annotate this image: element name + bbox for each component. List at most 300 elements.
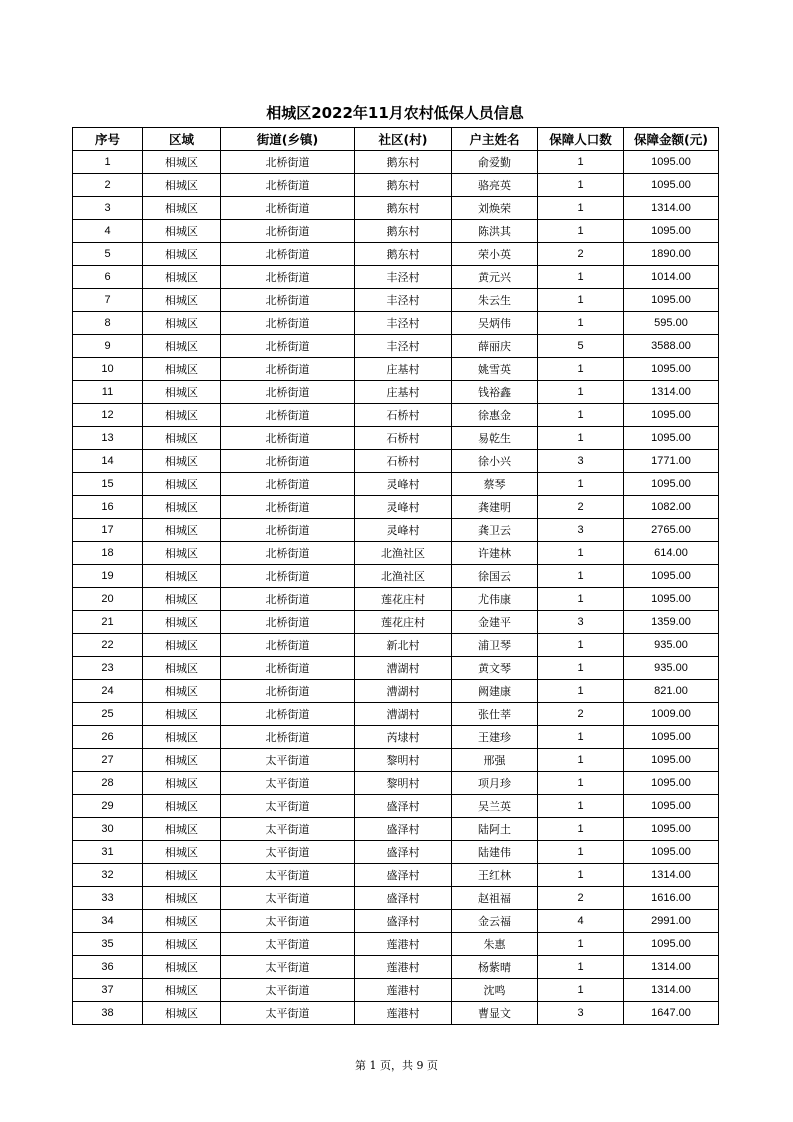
table-row (73, 611, 719, 634)
cell-community: 丰泾村 (355, 312, 452, 335)
cell-community: 盛泽村 (355, 910, 452, 933)
cell-community: 鹅东村 (355, 174, 452, 197)
cell-people-count: 1 (538, 772, 624, 795)
cell-householder: 尤伟康 (452, 588, 538, 611)
cell-householder: 徐小兴 (452, 450, 538, 473)
table-row (73, 979, 719, 1002)
cell-amount: 1359.00 (624, 611, 719, 634)
cell-community: 黎明村 (355, 772, 452, 795)
table-row (73, 289, 719, 312)
cell-community: 盛泽村 (355, 864, 452, 887)
table-row (73, 542, 719, 565)
cell-index: 11 (73, 381, 143, 404)
cell-householder: 杨紫晴 (452, 956, 538, 979)
table-row (73, 680, 719, 703)
cell-street: 北桥街道 (221, 381, 355, 404)
cell-householder: 黄文琴 (452, 657, 538, 680)
cell-index: 35 (73, 933, 143, 956)
cell-householder: 许建林 (452, 542, 538, 565)
cell-index: 18 (73, 542, 143, 565)
table-row (73, 151, 719, 174)
cell-district: 相城区 (143, 703, 221, 726)
cell-householder: 陆建伟 (452, 841, 538, 864)
cell-district: 相城区 (143, 358, 221, 381)
cell-people-count: 3 (538, 1002, 624, 1025)
cell-index: 3 (73, 197, 143, 220)
cell-householder: 俞爱勤 (452, 151, 538, 174)
cell-street: 北桥街道 (221, 473, 355, 496)
cell-index: 16 (73, 496, 143, 519)
subsidy-table (72, 127, 719, 1025)
cell-people-count: 1 (538, 174, 624, 197)
cell-index: 36 (73, 956, 143, 979)
cell-amount: 1095.00 (624, 795, 719, 818)
table-row (73, 473, 719, 496)
cell-street: 太平街道 (221, 864, 355, 887)
cell-index: 22 (73, 634, 143, 657)
cell-index: 17 (73, 519, 143, 542)
table-body (73, 151, 719, 1025)
cell-street: 北桥街道 (221, 657, 355, 680)
cell-people-count: 1 (538, 634, 624, 657)
cell-community: 灵峰村 (355, 496, 452, 519)
cell-community: 莲花庄村 (355, 588, 452, 611)
cell-index: 12 (73, 404, 143, 427)
cell-amount: 1095.00 (624, 220, 719, 243)
cell-index: 9 (73, 335, 143, 358)
cell-index: 6 (73, 266, 143, 289)
cell-amount: 1095.00 (624, 565, 719, 588)
cell-street: 太平街道 (221, 887, 355, 910)
table-row (73, 450, 719, 473)
cell-street: 北桥街道 (221, 243, 355, 266)
cell-street: 太平街道 (221, 795, 355, 818)
cell-index: 2 (73, 174, 143, 197)
cell-householder: 黄元兴 (452, 266, 538, 289)
column-header-index: 序号 (73, 128, 143, 151)
cell-street: 北桥街道 (221, 220, 355, 243)
cell-community: 盛泽村 (355, 887, 452, 910)
cell-community: 灵峰村 (355, 519, 452, 542)
table-row (73, 956, 719, 979)
cell-amount: 1095.00 (624, 588, 719, 611)
cell-street: 太平街道 (221, 956, 355, 979)
cell-amount: 1647.00 (624, 1002, 719, 1025)
cell-community: 莲港村 (355, 933, 452, 956)
cell-index: 5 (73, 243, 143, 266)
cell-people-count: 1 (538, 473, 624, 496)
cell-people-count: 1 (538, 726, 624, 749)
cell-community: 新北村 (355, 634, 452, 657)
table-row (73, 519, 719, 542)
cell-people-count: 1 (538, 266, 624, 289)
cell-people-count: 1 (538, 427, 624, 450)
table-row (73, 910, 719, 933)
cell-people-count: 2 (538, 703, 624, 726)
table-row (73, 588, 719, 611)
cell-district: 相城区 (143, 266, 221, 289)
table-row (73, 243, 719, 266)
cell-people-count: 1 (538, 565, 624, 588)
cell-householder: 吴兰英 (452, 795, 538, 818)
cell-community: 盛泽村 (355, 818, 452, 841)
cell-amount: 1095.00 (624, 726, 719, 749)
cell-street: 太平街道 (221, 772, 355, 795)
column-header-people-count: 保障人口数 (538, 128, 624, 151)
cell-index: 21 (73, 611, 143, 634)
cell-index: 7 (73, 289, 143, 312)
table-row (73, 634, 719, 657)
cell-amount: 1314.00 (624, 864, 719, 887)
cell-householder: 钱裕鑫 (452, 381, 538, 404)
table-row (73, 749, 719, 772)
cell-street: 北桥街道 (221, 519, 355, 542)
cell-amount: 1082.00 (624, 496, 719, 519)
cell-street: 北桥街道 (221, 565, 355, 588)
cell-amount: 1014.00 (624, 266, 719, 289)
cell-householder: 赵祖福 (452, 887, 538, 910)
cell-people-count: 2 (538, 887, 624, 910)
cell-community: 漕湖村 (355, 680, 452, 703)
cell-street: 北桥街道 (221, 358, 355, 381)
cell-index: 19 (73, 565, 143, 588)
cell-people-count: 4 (538, 910, 624, 933)
column-header-householder: 户主姓名 (452, 128, 538, 151)
cell-index: 30 (73, 818, 143, 841)
cell-index: 24 (73, 680, 143, 703)
page-title: 相城区2022年11月农村低保人员信息 (266, 104, 524, 122)
cell-index: 15 (73, 473, 143, 496)
cell-community: 盛泽村 (355, 841, 452, 864)
cell-index: 32 (73, 864, 143, 887)
table-row (73, 220, 719, 243)
cell-amount: 1314.00 (624, 197, 719, 220)
cell-householder: 沈鸣 (452, 979, 538, 1002)
cell-householder: 徐国云 (452, 565, 538, 588)
cell-people-count: 1 (538, 956, 624, 979)
cell-district: 相城区 (143, 197, 221, 220)
cell-householder: 姚雪英 (452, 358, 538, 381)
cell-amount: 2991.00 (624, 910, 719, 933)
cell-district: 相城区 (143, 818, 221, 841)
cell-householder: 吴炳伟 (452, 312, 538, 335)
table-row (73, 887, 719, 910)
cell-amount: 614.00 (624, 542, 719, 565)
cell-people-count: 1 (538, 312, 624, 335)
cell-district: 相城区 (143, 473, 221, 496)
cell-amount: 1314.00 (624, 979, 719, 1002)
cell-street: 太平街道 (221, 979, 355, 1002)
cell-people-count: 1 (538, 289, 624, 312)
table-row (73, 703, 719, 726)
cell-community: 庄基村 (355, 381, 452, 404)
cell-householder: 徐惠金 (452, 404, 538, 427)
table-row (73, 657, 719, 680)
cell-community: 漕湖村 (355, 657, 452, 680)
cell-amount: 821.00 (624, 680, 719, 703)
cell-community: 黎明村 (355, 749, 452, 772)
cell-amount: 1095.00 (624, 427, 719, 450)
cell-community: 石桥村 (355, 450, 452, 473)
cell-amount: 1314.00 (624, 381, 719, 404)
cell-amount: 1095.00 (624, 358, 719, 381)
cell-amount: 1095.00 (624, 772, 719, 795)
cell-amount: 935.00 (624, 634, 719, 657)
cell-amount: 1095.00 (624, 151, 719, 174)
table-row (73, 335, 719, 358)
cell-community: 鹅东村 (355, 220, 452, 243)
table-row (73, 841, 719, 864)
table-row (73, 496, 719, 519)
cell-amount: 935.00 (624, 657, 719, 680)
cell-index: 8 (73, 312, 143, 335)
cell-street: 北桥街道 (221, 404, 355, 427)
cell-community: 石桥村 (355, 427, 452, 450)
cell-community: 漕湖村 (355, 703, 452, 726)
cell-district: 相城区 (143, 979, 221, 1002)
cell-amount: 1095.00 (624, 933, 719, 956)
cell-district: 相城区 (143, 565, 221, 588)
cell-street: 北桥街道 (221, 726, 355, 749)
table-row (73, 381, 719, 404)
table-row (73, 1002, 719, 1025)
cell-householder: 浦卫琴 (452, 634, 538, 657)
cell-district: 相城区 (143, 151, 221, 174)
cell-district: 相城区 (143, 542, 221, 565)
cell-people-count: 1 (538, 795, 624, 818)
table-row (73, 358, 719, 381)
cell-community: 盛泽村 (355, 795, 452, 818)
cell-people-count: 1 (538, 542, 624, 565)
cell-amount: 1095.00 (624, 818, 719, 841)
cell-street: 太平街道 (221, 841, 355, 864)
cell-index: 37 (73, 979, 143, 1002)
cell-householder: 陈洪其 (452, 220, 538, 243)
table-row (73, 772, 719, 795)
cell-index: 4 (73, 220, 143, 243)
cell-people-count: 3 (538, 519, 624, 542)
cell-householder: 易乾生 (452, 427, 538, 450)
cell-people-count: 5 (538, 335, 624, 358)
cell-district: 相城区 (143, 772, 221, 795)
cell-community: 芮埭村 (355, 726, 452, 749)
cell-street: 北桥街道 (221, 197, 355, 220)
cell-district: 相城区 (143, 749, 221, 772)
cell-district: 相城区 (143, 680, 221, 703)
cell-people-count: 1 (538, 404, 624, 427)
cell-community: 灵峰村 (355, 473, 452, 496)
cell-district: 相城区 (143, 611, 221, 634)
cell-index: 31 (73, 841, 143, 864)
cell-amount: 2765.00 (624, 519, 719, 542)
cell-district: 相城区 (143, 220, 221, 243)
table-row (73, 312, 719, 335)
cell-district: 相城区 (143, 588, 221, 611)
table-row (73, 933, 719, 956)
cell-district: 相城区 (143, 634, 221, 657)
cell-amount: 1314.00 (624, 956, 719, 979)
cell-district: 相城区 (143, 496, 221, 519)
column-header-district: 区域 (143, 128, 221, 151)
cell-people-count: 2 (538, 243, 624, 266)
cell-amount: 1095.00 (624, 289, 719, 312)
table-row (73, 726, 719, 749)
cell-community: 石桥村 (355, 404, 452, 427)
cell-community: 莲花庄村 (355, 611, 452, 634)
cell-householder: 邢强 (452, 749, 538, 772)
cell-street: 太平街道 (221, 1002, 355, 1025)
cell-householder: 朱惠 (452, 933, 538, 956)
cell-amount: 1095.00 (624, 749, 719, 772)
cell-district: 相城区 (143, 956, 221, 979)
cell-street: 太平街道 (221, 933, 355, 956)
cell-community: 鹅东村 (355, 151, 452, 174)
cell-index: 10 (73, 358, 143, 381)
cell-street: 太平街道 (221, 749, 355, 772)
table-row (73, 818, 719, 841)
cell-street: 北桥街道 (221, 703, 355, 726)
cell-index: 23 (73, 657, 143, 680)
table-row (73, 864, 719, 887)
cell-community: 丰泾村 (355, 335, 452, 358)
cell-street: 太平街道 (221, 910, 355, 933)
cell-community: 鹅东村 (355, 243, 452, 266)
cell-street: 北桥街道 (221, 496, 355, 519)
column-header-amount: 保障金额(元) (624, 128, 719, 151)
cell-amount: 1890.00 (624, 243, 719, 266)
column-header-street: 街道(乡镇) (221, 128, 355, 151)
cell-street: 北桥街道 (221, 450, 355, 473)
cell-people-count: 1 (538, 841, 624, 864)
cell-community: 北渔社区 (355, 565, 452, 588)
cell-district: 相城区 (143, 381, 221, 404)
cell-district: 相城区 (143, 174, 221, 197)
cell-index: 38 (73, 1002, 143, 1025)
table-row (73, 427, 719, 450)
cell-district: 相城区 (143, 887, 221, 910)
cell-householder: 龚卫云 (452, 519, 538, 542)
table-row (73, 266, 719, 289)
cell-community: 莲港村 (355, 1002, 452, 1025)
table-row (73, 404, 719, 427)
cell-householder: 荣小英 (452, 243, 538, 266)
cell-amount: 595.00 (624, 312, 719, 335)
column-header-community: 社区(村) (355, 128, 452, 151)
cell-householder: 薛丽庆 (452, 335, 538, 358)
cell-index: 14 (73, 450, 143, 473)
cell-street: 北桥街道 (221, 634, 355, 657)
cell-people-count: 3 (538, 450, 624, 473)
cell-index: 20 (73, 588, 143, 611)
cell-street: 北桥街道 (221, 680, 355, 703)
cell-householder: 刘焕荣 (452, 197, 538, 220)
cell-street: 北桥街道 (221, 289, 355, 312)
cell-people-count: 1 (538, 933, 624, 956)
cell-householder: 王红林 (452, 864, 538, 887)
cell-street: 北桥街道 (221, 611, 355, 634)
cell-district: 相城区 (143, 243, 221, 266)
cell-householder: 陆阿土 (452, 818, 538, 841)
cell-index: 13 (73, 427, 143, 450)
cell-people-count: 1 (538, 358, 624, 381)
cell-people-count: 1 (538, 818, 624, 841)
page-footer: 第 1 页，共 9 页 (355, 1059, 438, 1072)
table-row (73, 565, 719, 588)
cell-district: 相城区 (143, 841, 221, 864)
cell-district: 相城区 (143, 519, 221, 542)
cell-district: 相城区 (143, 427, 221, 450)
cell-people-count: 1 (538, 197, 624, 220)
cell-people-count: 3 (538, 611, 624, 634)
cell-people-count: 1 (538, 588, 624, 611)
cell-householder: 项月珍 (452, 772, 538, 795)
cell-householder: 金云福 (452, 910, 538, 933)
cell-index: 25 (73, 703, 143, 726)
cell-district: 相城区 (143, 1002, 221, 1025)
cell-community: 莲港村 (355, 979, 452, 1002)
cell-people-count: 1 (538, 864, 624, 887)
cell-index: 29 (73, 795, 143, 818)
cell-district: 相城区 (143, 312, 221, 335)
cell-street: 北桥街道 (221, 542, 355, 565)
cell-index: 33 (73, 887, 143, 910)
cell-index: 28 (73, 772, 143, 795)
cell-district: 相城区 (143, 450, 221, 473)
cell-community: 莲港村 (355, 956, 452, 979)
cell-people-count: 1 (538, 680, 624, 703)
cell-people-count: 1 (538, 220, 624, 243)
cell-district: 相城区 (143, 726, 221, 749)
table-row (73, 197, 719, 220)
cell-people-count: 1 (538, 151, 624, 174)
cell-street: 北桥街道 (221, 174, 355, 197)
cell-district: 相城区 (143, 864, 221, 887)
cell-community: 北渔社区 (355, 542, 452, 565)
cell-community: 丰泾村 (355, 266, 452, 289)
cell-community: 鹅东村 (355, 197, 452, 220)
cell-district: 相城区 (143, 404, 221, 427)
cell-street: 北桥街道 (221, 588, 355, 611)
cell-district: 相城区 (143, 335, 221, 358)
cell-index: 1 (73, 151, 143, 174)
cell-amount: 3588.00 (624, 335, 719, 358)
cell-index: 27 (73, 749, 143, 772)
table-header-row (73, 128, 719, 151)
cell-community: 庄基村 (355, 358, 452, 381)
cell-householder: 阙建康 (452, 680, 538, 703)
cell-district: 相城区 (143, 910, 221, 933)
table-row (73, 174, 719, 197)
cell-people-count: 2 (538, 496, 624, 519)
cell-street: 太平街道 (221, 818, 355, 841)
cell-householder: 龚建明 (452, 496, 538, 519)
cell-index: 34 (73, 910, 143, 933)
cell-community: 丰泾村 (355, 289, 452, 312)
cell-amount: 1095.00 (624, 841, 719, 864)
cell-people-count: 1 (538, 381, 624, 404)
cell-amount: 1095.00 (624, 174, 719, 197)
cell-amount: 1095.00 (624, 473, 719, 496)
cell-district: 相城区 (143, 795, 221, 818)
cell-index: 26 (73, 726, 143, 749)
cell-amount: 1771.00 (624, 450, 719, 473)
cell-amount: 1095.00 (624, 404, 719, 427)
cell-street: 北桥街道 (221, 335, 355, 358)
cell-district: 相城区 (143, 657, 221, 680)
cell-householder: 蔡琴 (452, 473, 538, 496)
cell-householder: 金建平 (452, 611, 538, 634)
table-row (73, 795, 719, 818)
